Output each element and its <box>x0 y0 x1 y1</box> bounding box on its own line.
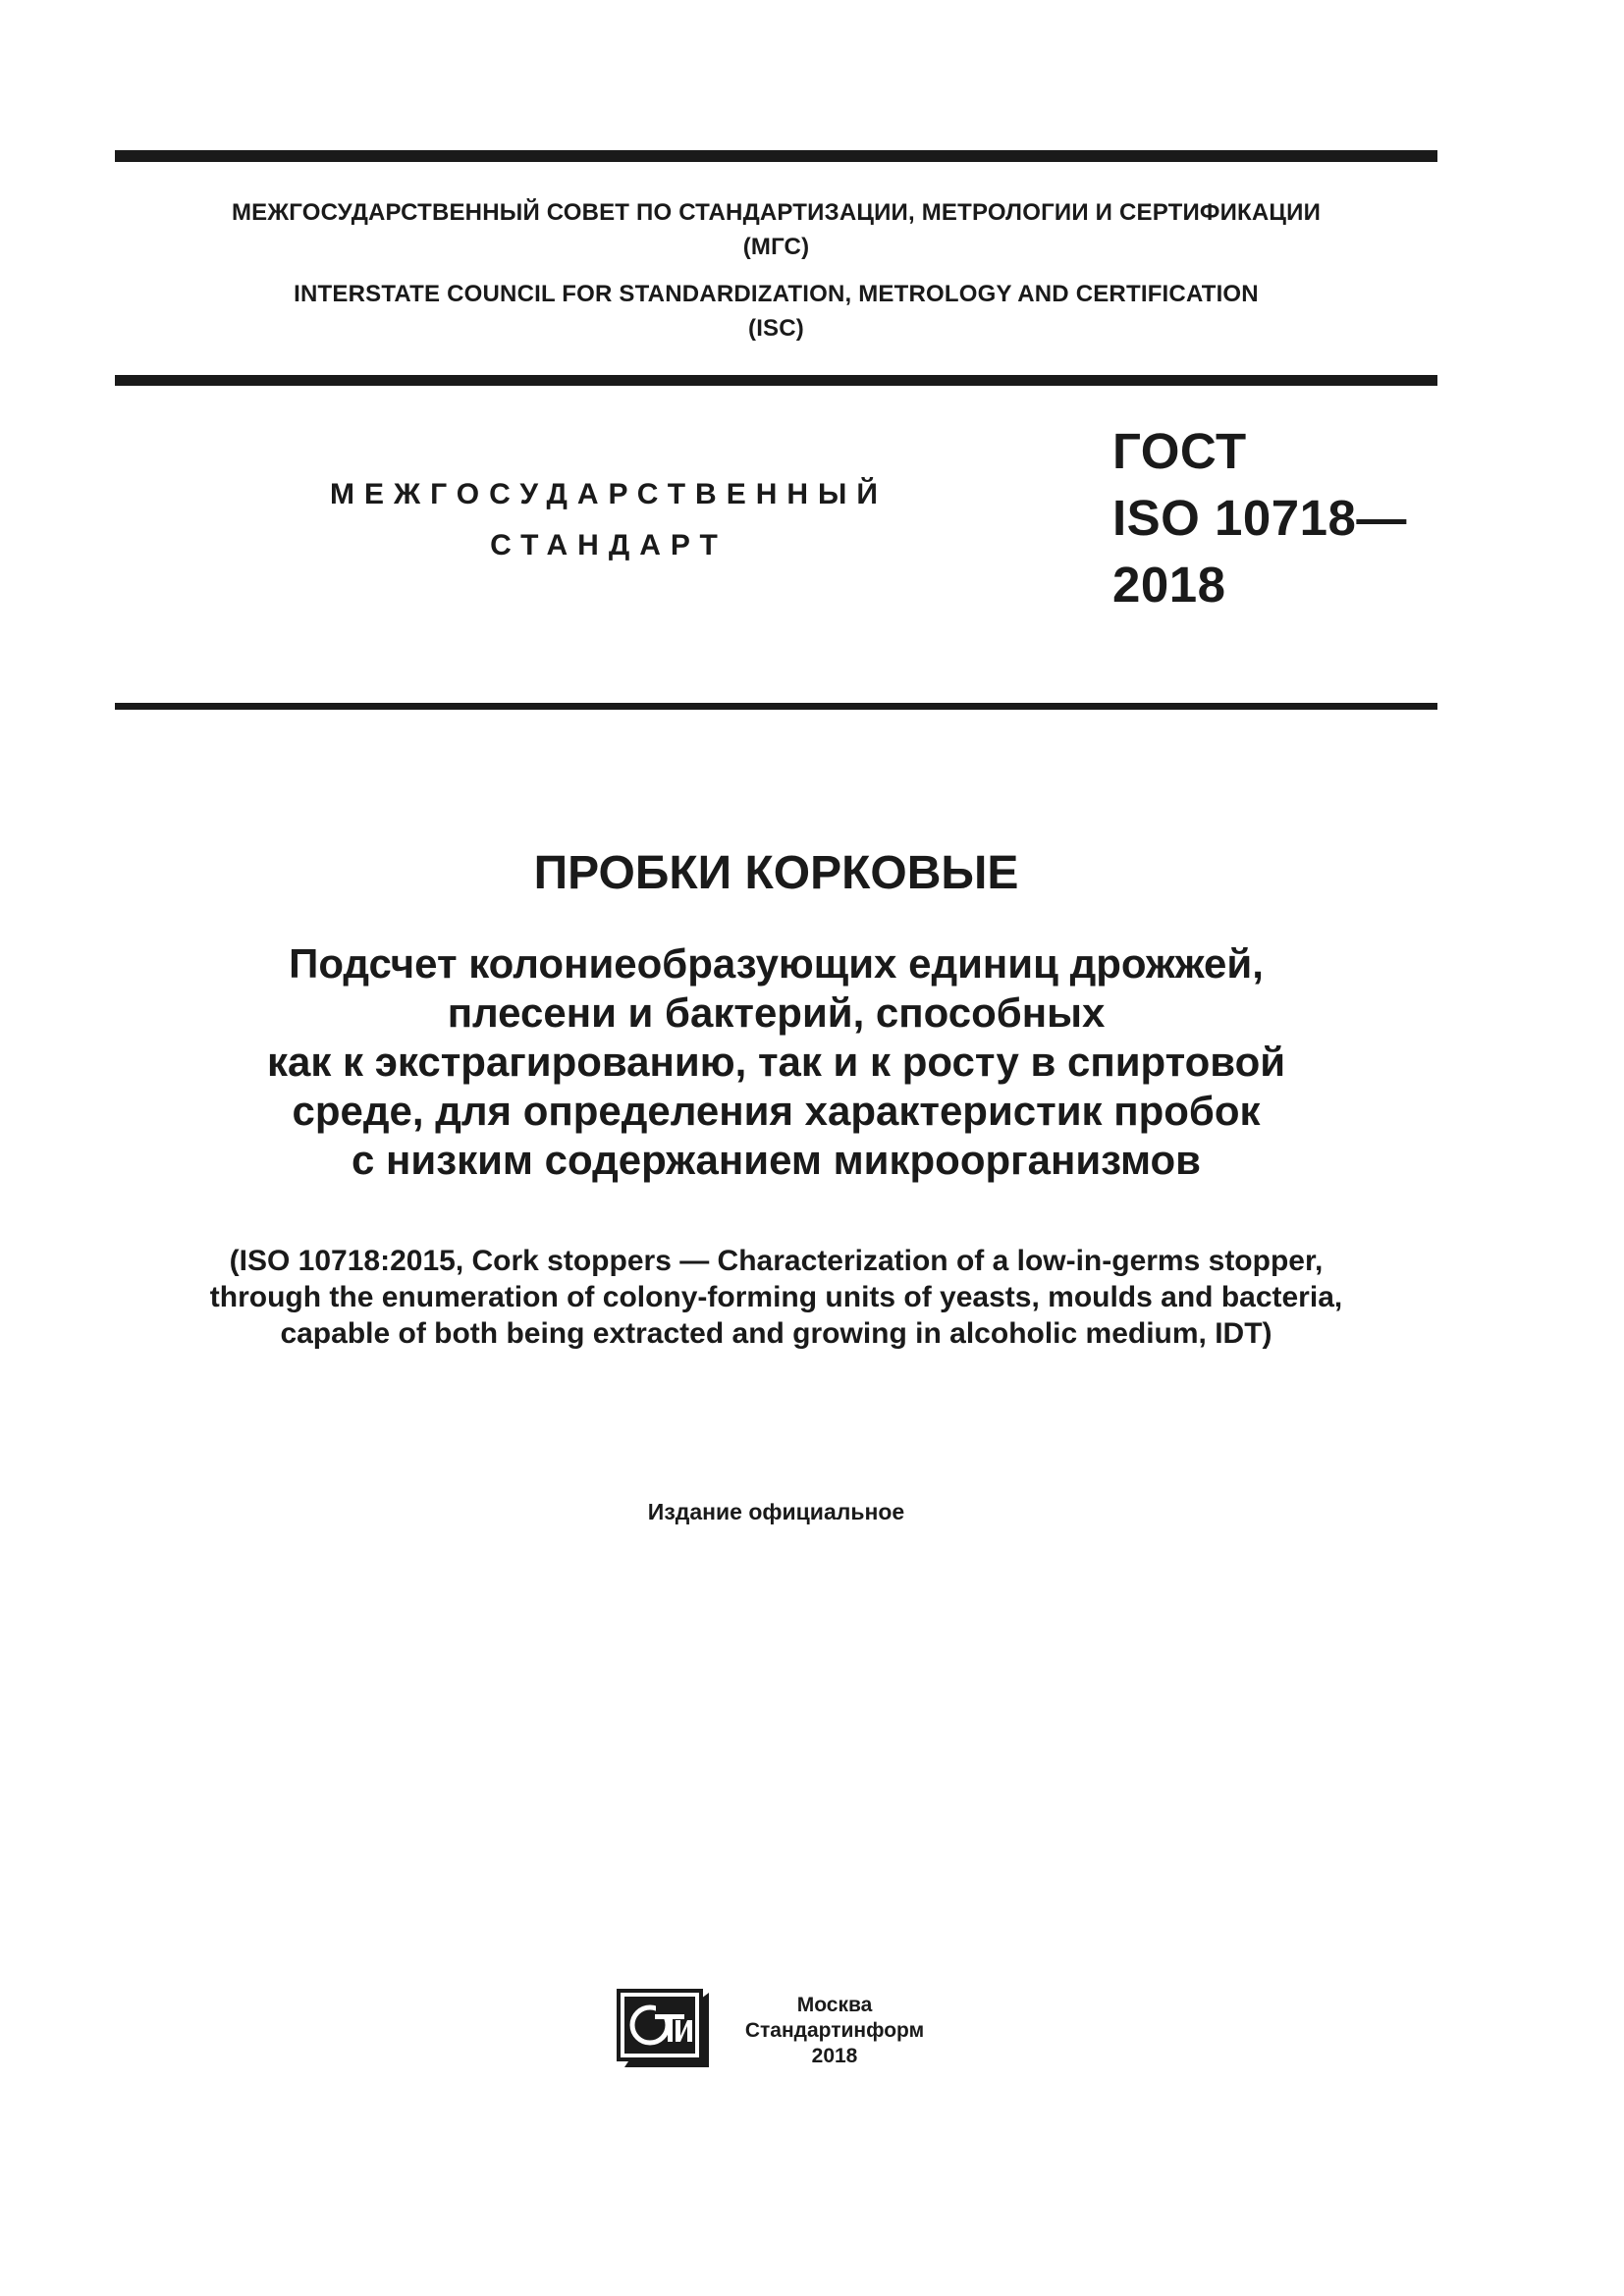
header-rule <box>115 375 1437 386</box>
publisher-year: 2018 <box>811 2045 858 2067</box>
standard-designation: ГОСТ ISO 10718— 2018 <box>1112 423 1407 613</box>
designation-rule <box>115 703 1437 710</box>
subtitle-line: Подсчет колониеобразующих единиц дрожжей, <box>289 940 1264 987</box>
subtitle-line: плесени и бактерий, способных <box>447 989 1106 1036</box>
edition-label: Издание официальное <box>647 1499 905 1524</box>
subtitle-line: среде, для определения характеристик пробок <box>292 1088 1261 1134</box>
publisher-name: Стандартинформ <box>744 2019 925 2042</box>
standartinform-logo-icon <box>615 1985 713 2071</box>
subtitle-line: как к экстрагированию, так и к росту в спиртовой <box>266 1039 1286 1085</box>
subtitle-line: с низким содержанием микроорганизмов <box>351 1137 1202 1183</box>
standard-type: МЕЖГОСУДАРСТВЕННЫЙ СТАНДАРТ <box>330 478 888 561</box>
publisher-imprint <box>717 1993 952 2069</box>
iso-reference-line: (ISO 10718:2015, Cork stoppers — Characterization of a low-in-germs stopper, <box>229 1245 1324 1277</box>
council-name-en: INTERSTATE COUNCIL FOR STANDARDIZATION, METROLOGY AND CERTIFICATION (ISC) <box>294 281 1259 342</box>
council-name-ru: МЕЖГОСУДАРСТВЕННЫЙ СОВЕТ ПО СТАНДАРТИЗАЦИИ, МЕТРОЛОГИИ И СЕРТИФИКАЦИИ (МГС) <box>231 199 1322 260</box>
document-subtitle <box>115 939 1437 1185</box>
publisher-city: Москва <box>796 1994 873 2016</box>
document-title: ПРОБКИ КОРКОВЫЕ <box>533 847 1019 899</box>
iso-reference <box>115 1243 1437 1352</box>
top-rule <box>115 150 1437 162</box>
iso-reference-line: capable of both being extracted and growing in alcoholic medium, IDT) <box>280 1317 1272 1350</box>
iso-reference-line: through the enumeration of colony-forming units of yeasts, moulds and bacteria, <box>209 1281 1343 1313</box>
